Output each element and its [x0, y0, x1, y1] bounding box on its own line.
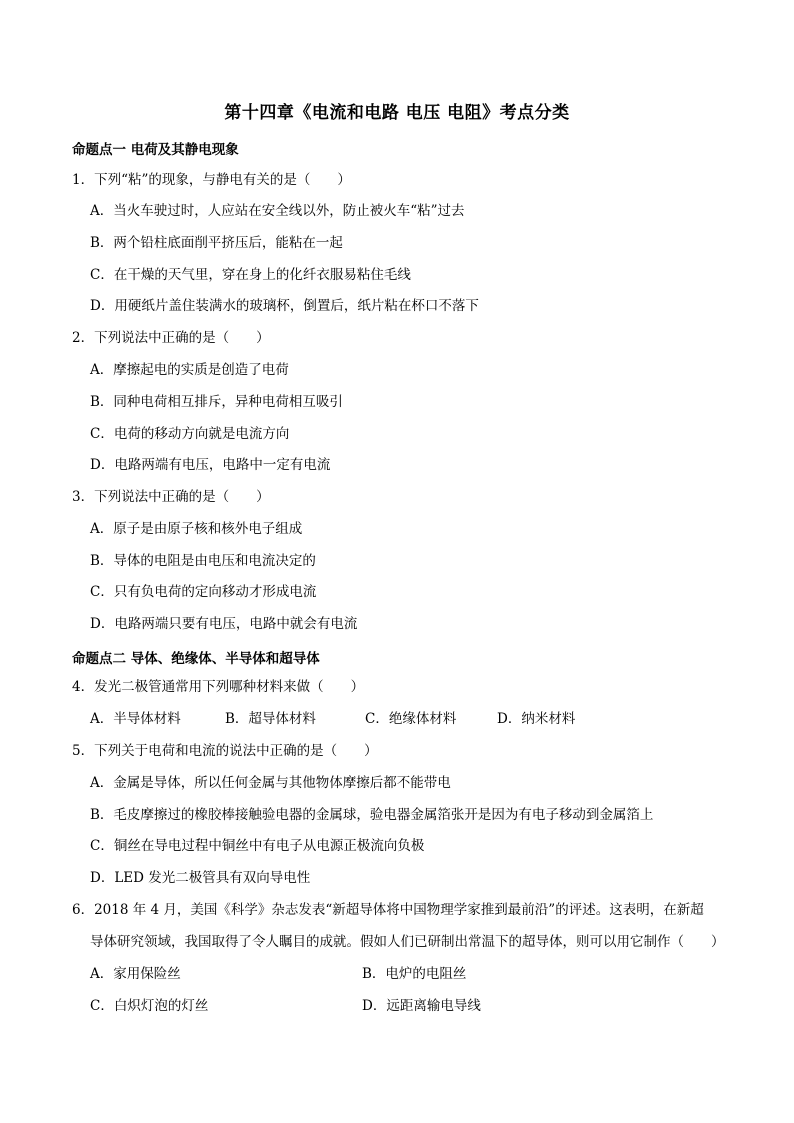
question-4-stem: 4．发光二极管通常用下列哪种材料来做（ ）: [72, 679, 365, 695]
question-4-option-a: A．半导体材料: [90, 711, 181, 727]
section-heading-2: 命题点二 导体、绝缘体、半导体和超导体: [72, 651, 320, 667]
question-6-option-c: C．白炽灯泡的灯丝: [90, 998, 209, 1014]
question-6-option-d: D．远距离输电导线: [362, 998, 481, 1014]
question-1-option-c: C．在干燥的天气里，穿在身上的化纤衣服易粘住毛线: [90, 267, 411, 283]
question-2-stem: 2．下列说法中正确的是（ ）: [72, 330, 270, 346]
question-3-stem: 3．下列说法中正确的是（ ）: [72, 489, 270, 505]
question-4-option-c: C．绝缘体材料: [365, 711, 457, 727]
question-2-option-b: B．同种电荷相互排斥，异种电荷相互吸引: [90, 394, 343, 410]
question-5-option-b: B．毛皮摩擦过的橡胶棒接触验电器的金属球，验电器金属箔张开是因为有电子移动到金属箔上: [90, 807, 654, 823]
question-2-option-a: A．摩擦起电的实质是创造了电荷: [90, 362, 289, 378]
question-5-option-c: C．铜丝在导电过程中铜丝中有电子从电源正极流向负极: [90, 838, 425, 854]
question-2-option-c: C．电荷的移动方向就是电流方向: [90, 426, 290, 442]
question-4-option-d: D．纳米材料: [497, 711, 576, 727]
question-2-option-d: D．电路两端有电压，电路中一定有电流: [90, 457, 331, 473]
question-5-option-a: A．金属是导体，所以任何金属与其他物体摩擦后都不能带电: [90, 775, 451, 791]
question-4-option-b: B．超导体材料: [225, 711, 316, 727]
question-5-option-d: D．LED 发光二极管具有双向导电性: [90, 870, 311, 886]
question-1-option-a: A．当火车驶过时，人应站在安全线以外，防止被火车“粘”过去: [90, 203, 465, 219]
question-1-option-b: B．两个铅柱底面削平挤压后，能粘在一起: [90, 235, 343, 251]
question-1-stem: 1．下列“粘”的现象，与静电有关的是（ ）: [72, 172, 351, 188]
question-3-option-c: C．只有负电荷的定向移动才形成电流: [90, 584, 317, 600]
question-3-option-d: D．电路两端只要有电压，电路中就会有电流: [90, 616, 358, 632]
question-3-option-b: B．导体的电阻是由电压和电流决定的: [90, 553, 316, 569]
question-6-option-a: A．家用保险丝: [90, 966, 181, 982]
question-6-stem-line-1: 6．2018 年 4 月，美国《科学》杂志发表“新超导体将中国物理学家推到最前沿”的评述。这表明，在新超: [72, 902, 704, 918]
question-6-stem-line-2: 导体研究领域，我国取得了令人瞩目的成就。假如人们已研制出常温下的超导体，则可以用它制作（ ）: [90, 934, 725, 950]
question-5-stem: 5．下列关于电荷和电流的说法中正确的是（ ）: [72, 743, 378, 759]
section-heading-1: 命题点一 电荷及其静电现象: [72, 142, 239, 158]
question-6-option-b: B．电炉的电阻丝: [362, 966, 467, 982]
page-title: 第十四章《电流和电路 电压 电阻》考点分类: [224, 103, 570, 123]
question-3-option-a: A．原子是由原子核和核外电子组成: [90, 521, 303, 537]
question-1-option-d: D．用硬纸片盖住装满水的玻璃杯，倒置后，纸片粘在杯口不落下: [90, 298, 479, 314]
